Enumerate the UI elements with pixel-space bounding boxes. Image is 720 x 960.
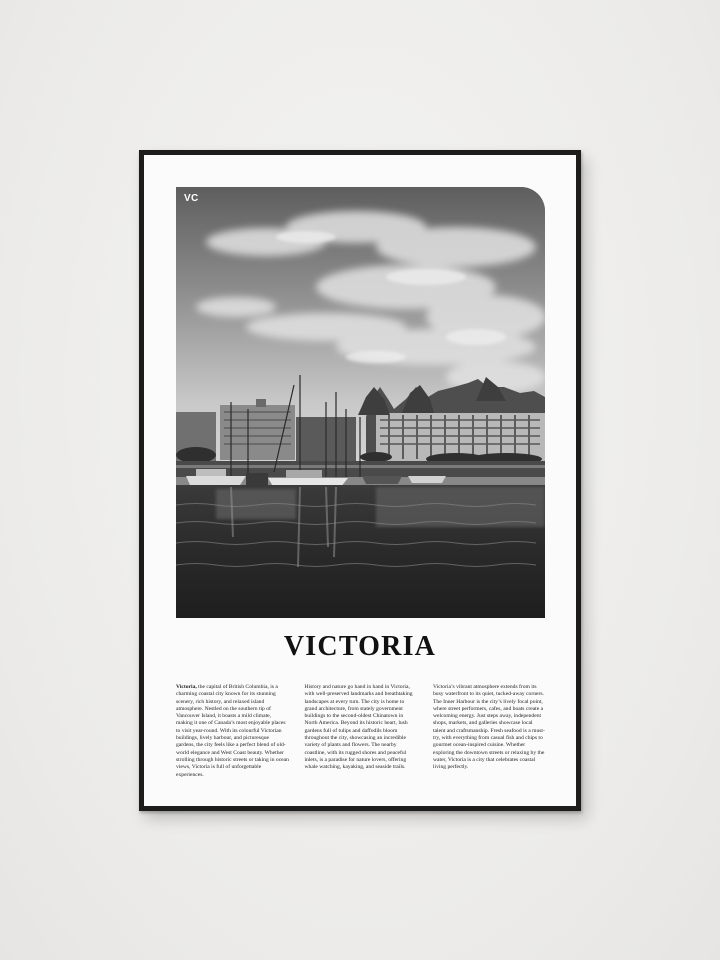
description-column-1	[176, 684, 289, 779]
poster-title: VICTORIA	[283, 631, 437, 662]
column-3-text: Victoria’s vibrant atmosphere extends from its busy waterfront to its quiet, tucked-away corners. The Inner Harbour is the city’s lively focal point, where street performers, cafes, and boats create a welcoming energy. Just steps away, independent shops, markets, and galleries showcase local talent and craftsmanship. Fresh seafood is a must-try, with everything from casual fish and chips to gourmet ocean-inspired cuisine. Whether exploring the downtown streets or relaxing by the water, Victoria is a city that celebrates coastal living perfectly.	[433, 684, 545, 771]
harbour-photo-svg	[176, 187, 545, 618]
poster-frame	[139, 150, 581, 811]
lead-word: Victoria,	[176, 684, 197, 690]
city-code-badge: VC	[184, 193, 199, 204]
column-1-text: the capital of British Columbia, is a charming coastal city known for its stunning scenery, rich history, and relaxed island atmosphere. Nestled on the southern tip of Vancouver Island, it boasts a mild climate, making it one of Canada’s most enjoyable places to visit year-round. With its colourful Victorian buildings, lively harbour, and picturesque gardens, the city feels like a perfect blend of old-world elegance and West Coast beauty. Whether strolling through historic streets or taking in ocean views, Victoria is full of unforgettable experiences.	[176, 684, 289, 778]
column-2-text: History and nature go hand in hand in Victoria, with well-preserved landmarks and breathtaking landscapes at every turn. The city is home to grand architecture, from stately government buildings to the second-oldest Chinatown in North America. Beyond its historic heart, lush gardens full of tulips and daffodils bloom throughout the city, showcasing an incredible variety of plants and flowers. The nearby coastline, with its rugged shores and peaceful inlets, is a paradise for nature lovers, offering whale watching, kayaking, and seaside trails.	[304, 684, 413, 771]
description-column-2	[305, 684, 418, 779]
description-column-3	[433, 684, 546, 779]
description-columns	[176, 684, 546, 779]
harbour-photo	[176, 187, 545, 618]
